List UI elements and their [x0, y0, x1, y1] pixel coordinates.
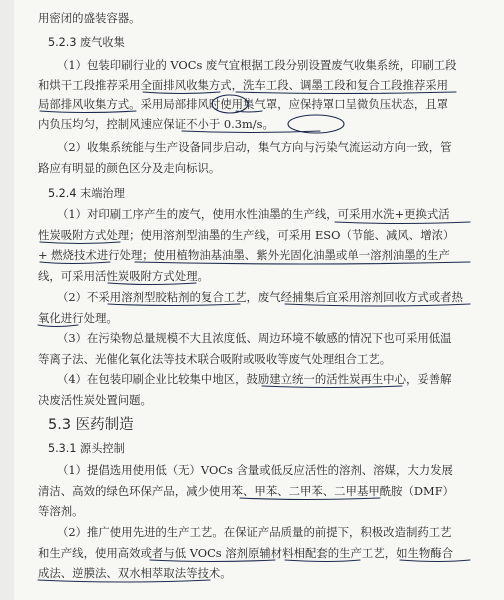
pen-underline [400, 560, 470, 562]
text-line: 内负压均匀，控制风速应保证不小于 0.3m/s。 [38, 117, 274, 131]
text-line: （2）收集系统能与生产设备同步启动，集气方向与污染气流运动方向一致，管 [57, 140, 452, 154]
pen-underline [108, 283, 196, 285]
text-line: 和生产线，使用高效或者与低 VOCs 溶剂原辅材料相配套的生产工艺，如生物酶合 [38, 546, 454, 560]
pen-underline [285, 560, 360, 562]
pen-underline [262, 386, 402, 388]
section-heading: 5.3.1 源头控制 [48, 442, 125, 455]
text-line: 决废活性炭处置问题。 [38, 393, 152, 407]
section-heading: 5.2.4 末端治理 [48, 187, 125, 200]
pen-underline [38, 580, 210, 582]
pen-underline [335, 222, 470, 224]
text-line: 线，可采用活性炭吸附方式处理。 [38, 269, 209, 283]
section-heading: 5.2.3 废气收集 [48, 36, 125, 49]
pen-underline [40, 262, 110, 264]
text-line: （4）在包装印刷企业比较集中地区，鼓励建立统一的活性炭再生中心，妥善解 [57, 372, 452, 386]
text-line: （2）不采用溶剂型胶粘剂的复合工艺，废气经捕集后宜采用溶剂回收方式或者热 [57, 290, 463, 304]
text-line: 局部排风收集方式。采用局部排风时使用集气罩，应保持罩口呈微负压状态，且罩 [38, 97, 449, 111]
text-line: 用密闭的盛装容器。 [38, 11, 141, 25]
text-line: 路应有明显的颜色区分及走向标识。 [38, 161, 221, 175]
pen-underline [240, 498, 380, 500]
pen-underline [40, 111, 136, 113]
pen-underline [285, 304, 470, 306]
text-line: 性炭吸附方式处理；使用溶剂型油墨的生产线，可采用 ESO（节能、减风、增浓） [38, 228, 455, 242]
text-line: （2）推广使用先进的生产工艺。在保证产品质量的前提下，积极改造制药工艺 [57, 525, 452, 539]
text-line: 等离子法、光催化氧化法等技术联合吸附或吸收等废气处理组合工艺。 [38, 352, 392, 366]
text-line: （1）对印刷工序产生的废气，使用水性油墨的生产线，可采用水洗+更换式活 [57, 207, 450, 221]
text-line: （3）在污染物总量规模不大且浓度低、周边环境不敏感的情况下也可采用低温 [57, 331, 452, 345]
pen-underline [135, 262, 470, 264]
pen-underline [108, 304, 240, 306]
pen-underline [40, 242, 120, 244]
text-line: + 燃烧技术进行处理；使用植物油基油墨、紫外光固化油墨或单一溶剂油墨的生产 [38, 248, 450, 262]
text-line: 氧化进行处理。 [38, 311, 118, 325]
text-line: （1）提倡选用使用低（无）VOCs 含量或低反应活性的溶剂、溶媒，大力发展 [57, 463, 453, 477]
text-line: 成法、逆膜法、双水相萃取法等技术。 [38, 566, 232, 580]
pen-underline [182, 131, 320, 133]
chapter-heading: 5.3 医药制造 [48, 417, 134, 433]
scan-margin [0, 0, 14, 600]
text-line: （1）包装印刷行业的 VOCs 废气宜根据工段分别设置废气收集系统，印刷工段 [57, 58, 457, 72]
pen-underline [143, 92, 220, 94]
pen-underline [150, 560, 275, 562]
pen-underline [236, 111, 262, 112]
text-line: 和烘干工段推荐采用全面排风收集方式，洗车工段、调墨工段和复合工段推荐采用 [38, 78, 449, 92]
text-line: 清洁、高效的绿色环保产品，减少使用苯、甲苯、二甲苯、二甲基甲酰胺（DMF） [38, 484, 454, 498]
pen-underline [38, 325, 78, 327]
pen-underline [236, 92, 456, 94]
text-line: 等溶剂。 [38, 504, 84, 518]
pen-circle [288, 115, 344, 133]
